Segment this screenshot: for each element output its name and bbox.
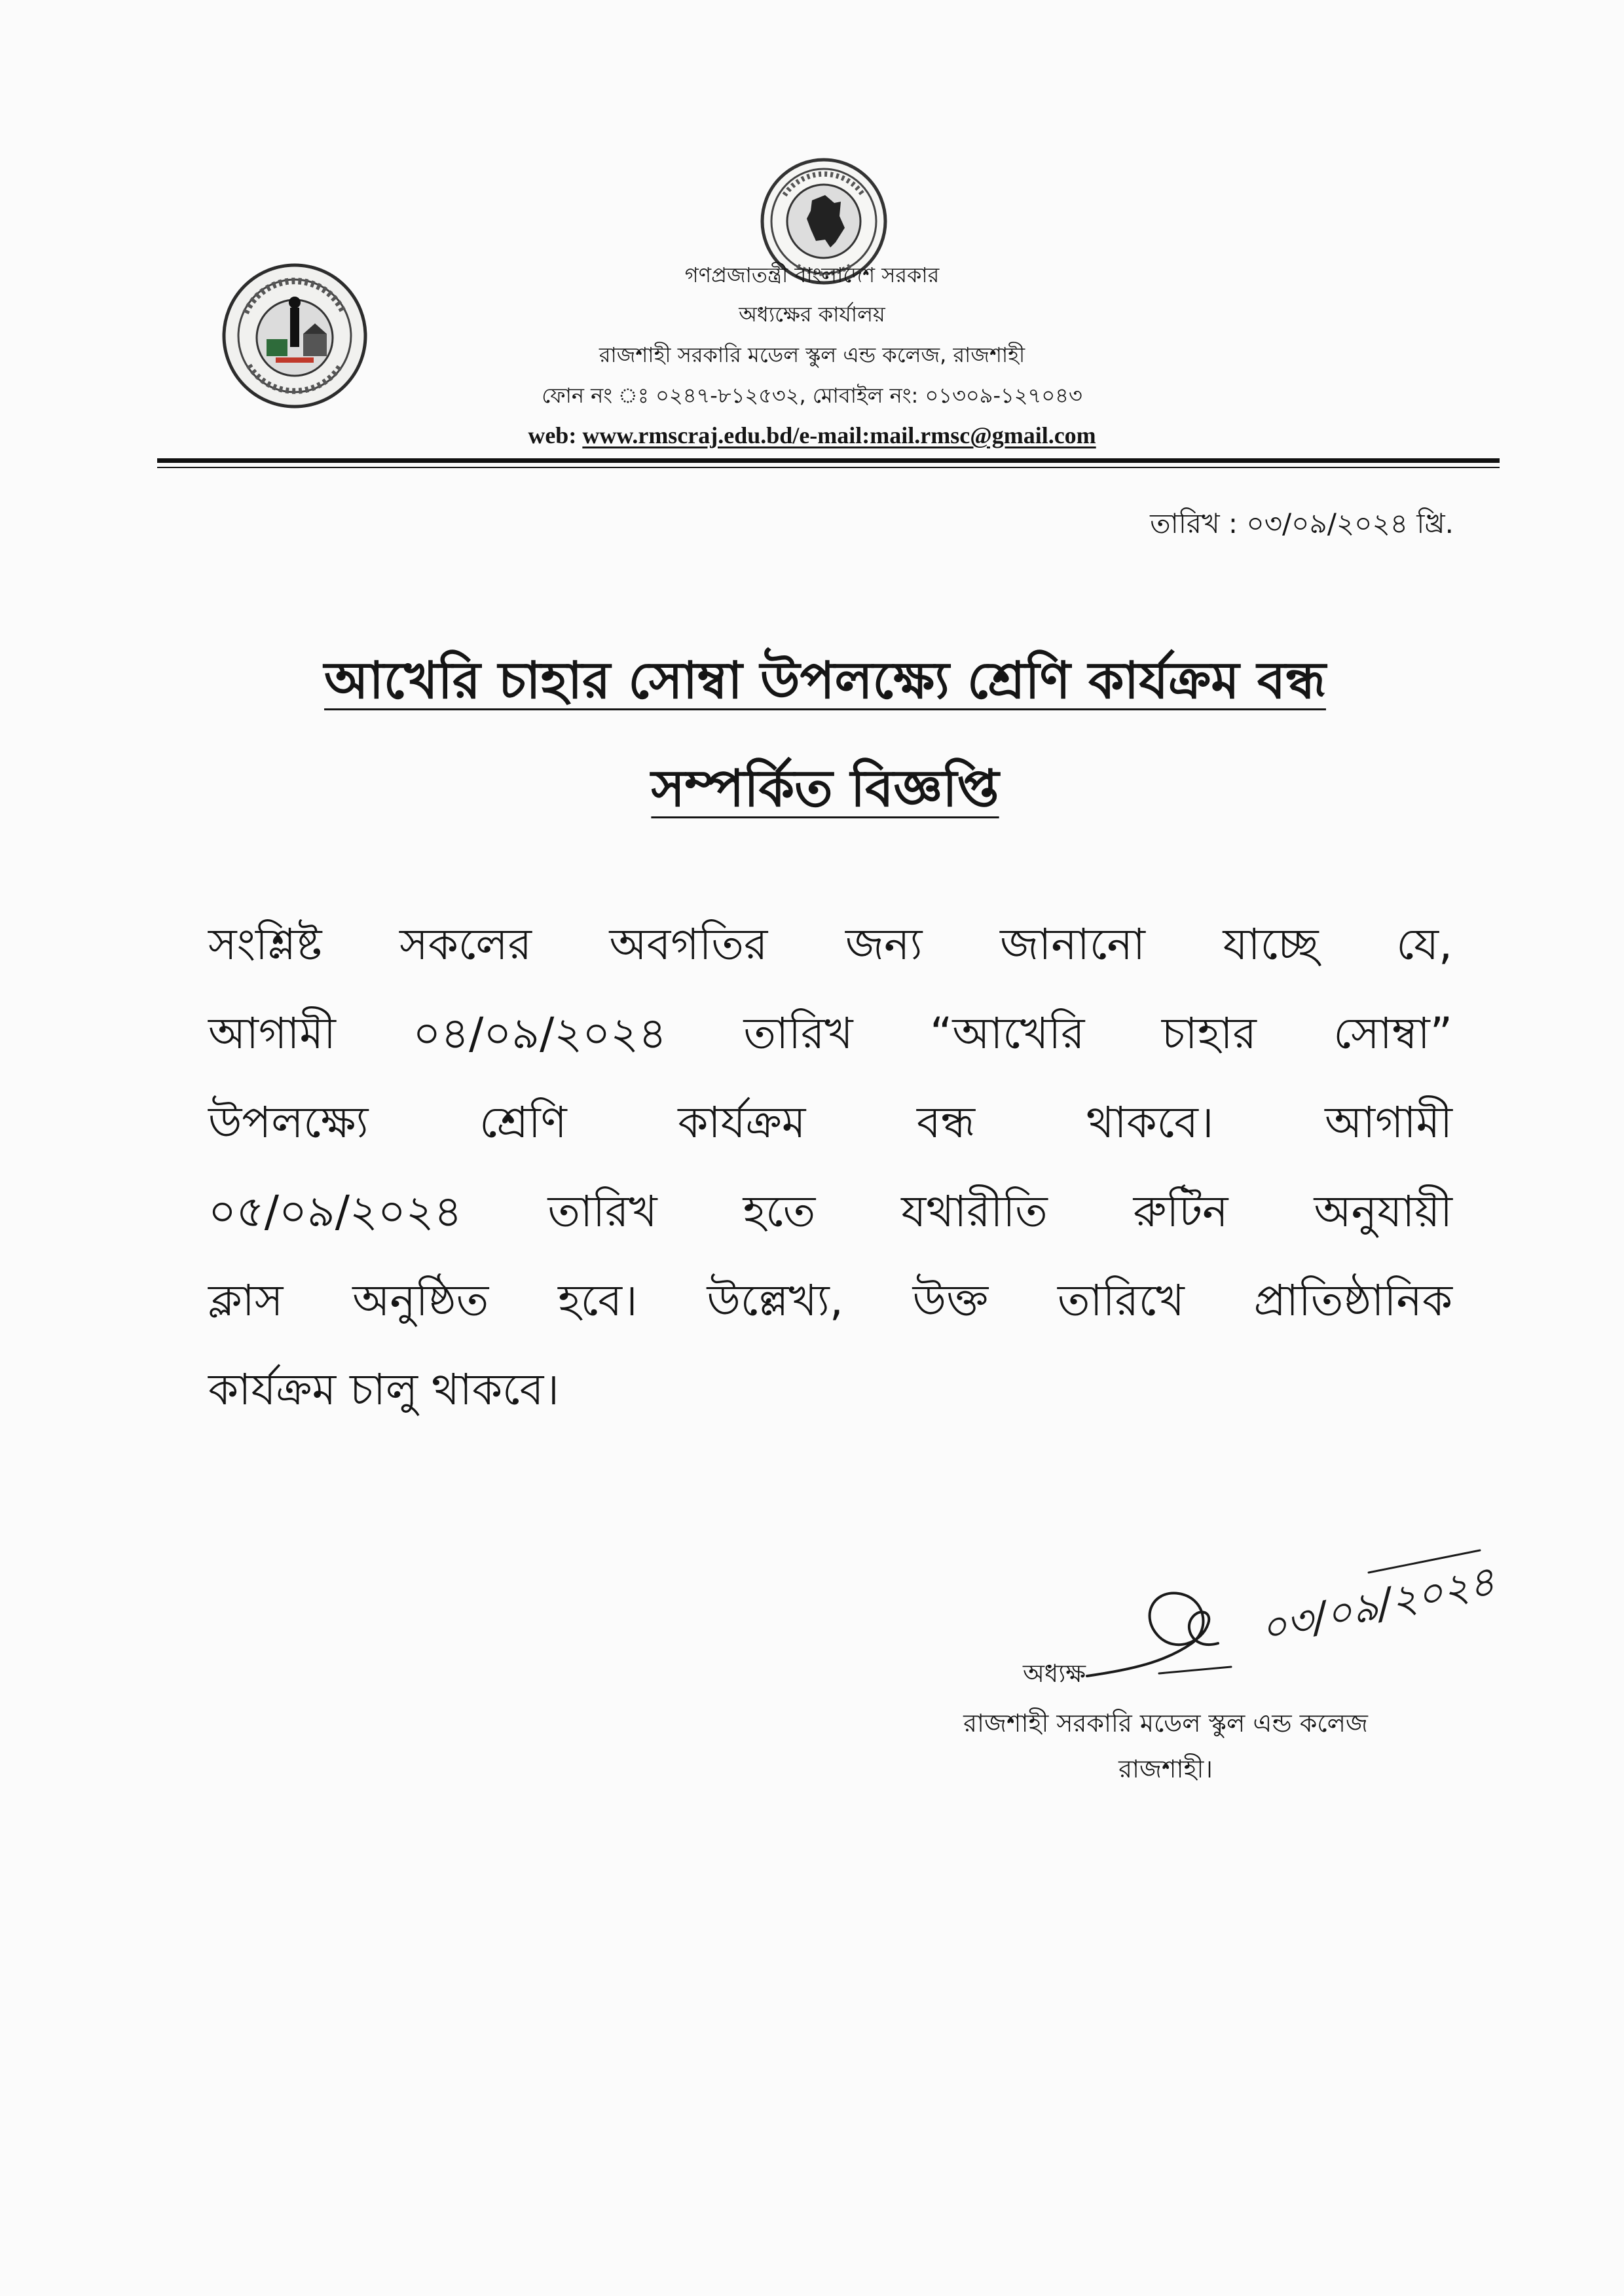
letterhead-divider bbox=[157, 458, 1500, 463]
web-label: web: bbox=[528, 422, 577, 448]
body-line-4: ০৫/০৯/২০২৪ তারিখ হতে যথারীতি রুটিন অনুযায়ী bbox=[208, 1186, 1452, 1237]
notice-title-text-2: সম্পর্কিত বিজ্ঞপ্তি bbox=[651, 759, 999, 818]
notice-title-line-2 bbox=[203, 756, 1447, 822]
government-name: গণপ্রজাতন্ত্রী বাংলাদেশ সরকার bbox=[684, 263, 940, 287]
notice-title-text-1: আখেরি চাহার সোম্বা উপলক্ষ্যে শ্রেণি কার্যক্রম বন্ধ bbox=[324, 651, 1326, 710]
signatory-city: রাজশাহী। bbox=[1118, 1755, 1213, 1783]
body-line-5: ক্লাস অনুষ্ঠিত হবে। উল্লেখ্য, উক্ত তারিখে প্রাতিষ্ঠানিক bbox=[208, 1275, 1452, 1326]
notice-date: তারিখ : ০৩/০৯/২০২৪ খ্রি. bbox=[1150, 507, 1454, 539]
signatory-institution: রাজশাহী সরকারি মডেল স্কুল এন্ড কলেজ bbox=[963, 1709, 1368, 1738]
signatory-designation: অধ্যক্ষ bbox=[1022, 1659, 1086, 1688]
notice-title-line-1 bbox=[203, 648, 1447, 714]
web-email-line bbox=[327, 420, 1297, 450]
website-email-link[interactable]: www.rmscraj.edu.bd/e-mail:mail.rmsc@gmail.com bbox=[582, 422, 1096, 448]
body-line-3: উপলক্ষ্যে শ্রেণি কার্যক্রম বন্ধ থাকবে। আগামী bbox=[208, 1097, 1452, 1148]
contact-info: ফোন নং ঃ ০২৪৭-৮১২৫৩২, মোবাইল নং: ০১৩০৯-১২৭০৪৩ bbox=[542, 383, 1082, 408]
institution-name: রাজশাহী সরকারি মডেল স্কুল এন্ড কলেজ, রাজশাহী bbox=[599, 342, 1025, 367]
handwritten-date: ০৩/০৯/২০২৪ bbox=[1255, 1556, 1500, 1653]
body-line-6: কার্যক্রম চালু থাকবে। bbox=[208, 1364, 559, 1415]
body-line-2: আগামী ০৪/০৯/২০২৪ তারিখ “আখেরি চাহার সোম্বা” bbox=[208, 1008, 1452, 1059]
office-name: অধ্যক্ষের কার্যালয় bbox=[739, 302, 885, 327]
body-line-1: সংশ্লিষ্ট সকলের অবগতির জন্য জানানো যাচ্ছে যে, bbox=[208, 919, 1452, 970]
letterhead-divider-thin bbox=[157, 467, 1500, 468]
